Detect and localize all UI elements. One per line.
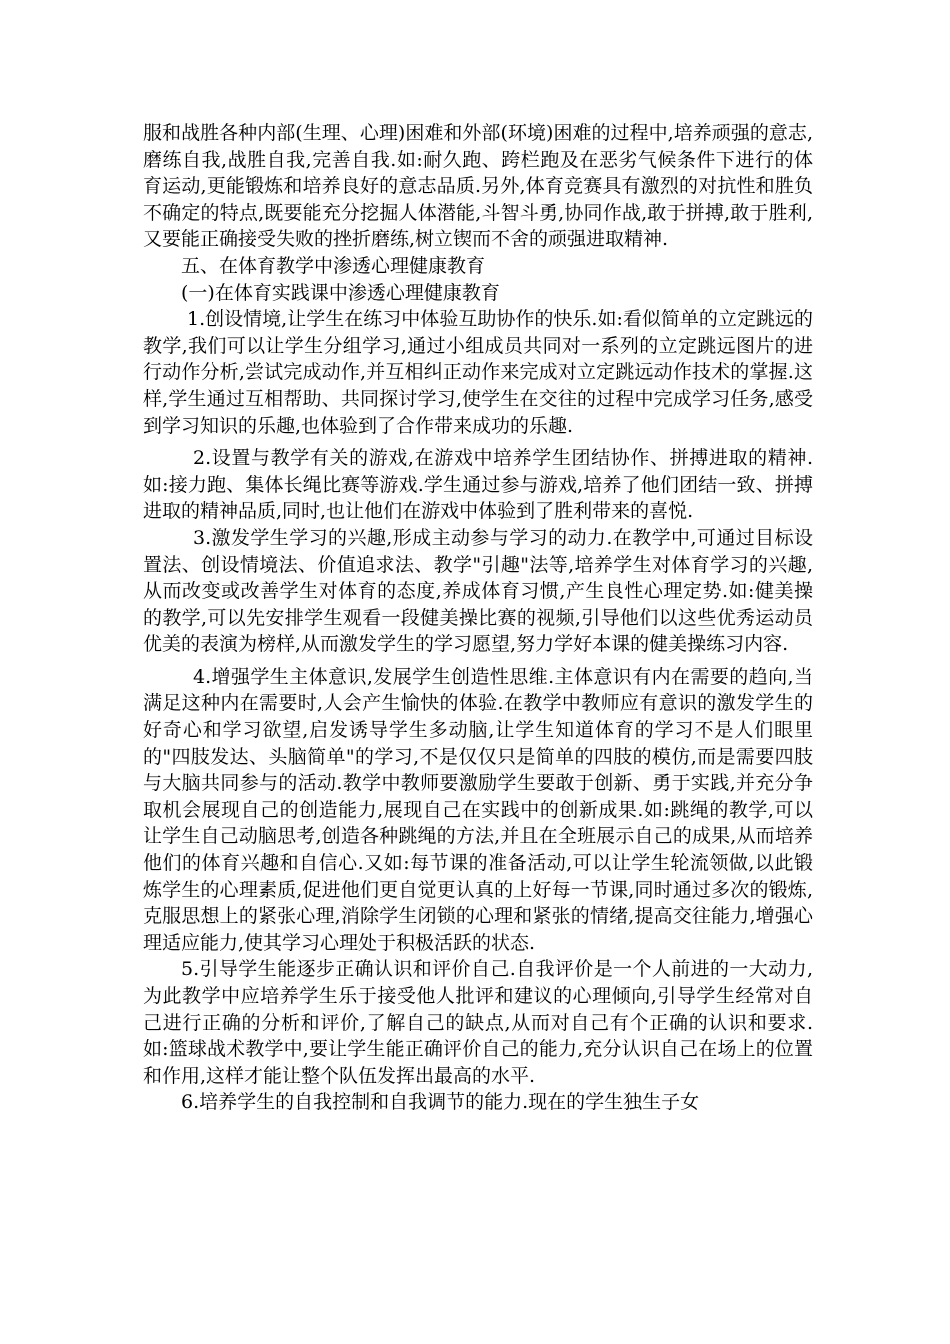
- list-item-5: 5.引导学生能逐步正确认识和评价自己.自我评价是一个人前进的一大动力,为此教学中应培养学生乐于接受他人批评和建议的心理倾向,引导学生经常对自己进行正确的分析和评价,了解自己的缺点,从而对自己有个正确的认识和要求.如:篮球战术教学中,要让学生能正确评价自己的能力,充分认识自己在场上的位置和作用,这样才能让整个队伍发挥出最高的水平.: [143, 958, 813, 1087]
- section-heading: 五、在体育教学中渗透心理健康教育: [181, 254, 486, 277]
- subsection-heading: (一)在体育实践课中渗透心理健康教育: [181, 281, 500, 304]
- paragraph-continuation: 服和战胜各种内部(生理、心理)困难和外部(环境)困难的过程中,培养顽强的意志,磨练自我,战胜自我,完善自我.如:耐久跑、跨栏跑及在恶劣气候条件下进行的体育运动,更能锻炼和培养良好的意志品质.另外,体育竞赛具有激烈的对抗性和胜负不确定的特点,既要能充分挖掘人体潜能,斗智斗勇,协同作战,敢于拼搏,敢于胜利,又要能正确接受失败的挫折磨练,树立锲而不舍的顽强进取精神.: [143, 122, 813, 251]
- list-item-3: 3.激发学生学习的兴趣,形成主动参与学习的动力.在教学中,可通过目标设置法、创设情境法、价值追求法、教学"引趣"法等,培养学生对体育学习的兴趣,从而改变或改善学生对体育的态度,养成体育习惯,产生良性心理定势.如:健美操的教学,可以先安排学生观看一段健美操比赛的视频,引导他们以这些优秀运动员优美的表演为榜样,从而激发学生的学习愿望,努力学好本课的健美操练习内容.: [143, 526, 813, 656]
- list-item-1: 1.创设情境,让学生在练习中体验互助协作的快乐.如:看似简单的立定跳远的教学,我们可以让学生分组学习,通过小组成员共同对一系列的立定跳远图片的进行动作分析,尝试完成动作,并互相纠正动作来完成对立定跳远动作技术的掌握.这样,学生通过互相帮助、共同探讨学习,使学生在交往的过程中完成学习任务,感受到学习知识的乐趣,也体验到了合作带来成功的乐趣.: [143, 308, 813, 437]
- list-item-6: 6.培养学生的自我控制和自我调节的能力.现在的学生独生子女: [181, 1091, 700, 1114]
- list-item-2: 2.设置与教学有关的游戏,在游戏中培养学生团结协作、拼搏进取的精神.如:接力跑、集体长绳比赛等游戏.学生通过参与游戏,培养了他们团结一致、拼搏进取的精神品质,同时,也让他们在游戏中体验到了胜利带来的喜悦.: [143, 447, 813, 523]
- document-body: [143, 120, 813, 1116]
- list-item-4: 4.增强学生主体意识,发展学生创造性思维.主体意识有内在需要的趋向,当满足这种内在需要时,人会产生愉快的体验.在教学中教师应有意识的激发学生的好奇心和学习欲望,启发诱导学生多动脑,让学生知道体育的学习不是人们眼里的"四肢发达、头脑简单"的学习,不是仅仅只是简单的四肢的模仿,而是需要四肢与大脑共同参与的活动.教学中教师要激励学生要敢于创新、勇于实践,并充分争取机会展现自己的创造能力,展现自己在实践中的创新成果.如:跳绳的教学,可以让学生自己动脑思考,创造各种跳绳的方法,并且在全班展示自己的成果,从而培养他们的体育兴趣和自信心.又如:每节课的准备活动,可以让学生轮流领做,以此锻炼学生的心理素质,促进他们更自觉更认真的上好每一节课,同时通过多次的锻炼,克服思想上的紧张心理,消除学生闭锁的心理和紧张的情绪,提高交往能力,增强心理适应能力,使其学习心理处于积极活跃的状态.: [143, 665, 813, 954]
